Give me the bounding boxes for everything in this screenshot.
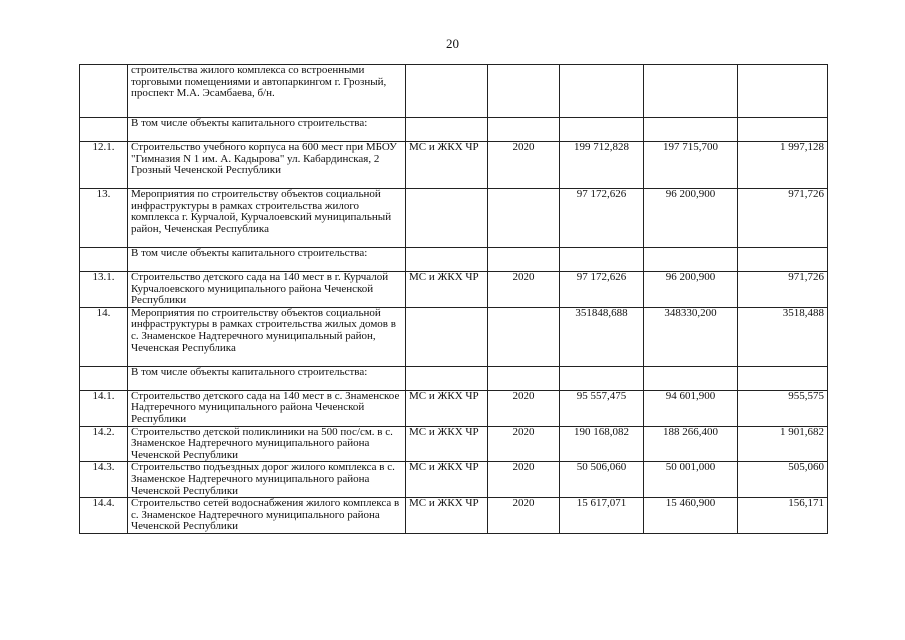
executor-cell bbox=[406, 248, 488, 272]
federal-amount-cell: 94 601,900 bbox=[644, 390, 738, 426]
row-number-cell: 12.1. bbox=[80, 142, 128, 189]
table-row bbox=[80, 426, 828, 462]
total-amount-cell bbox=[560, 366, 644, 390]
federal-amount-cell: 50 001,000 bbox=[644, 462, 738, 498]
table-row bbox=[80, 462, 828, 498]
row-number-cell bbox=[80, 366, 128, 390]
scan-noise bbox=[0, 628, 905, 634]
executor-cell: МС и ЖКХ ЧР bbox=[406, 390, 488, 426]
federal-amount-cell: 197 715,700 bbox=[644, 142, 738, 189]
row-number-cell bbox=[80, 65, 128, 118]
object-name-cell: В том числе объекты капитального строительства: bbox=[128, 248, 406, 272]
total-amount-cell: 97 172,626 bbox=[560, 272, 644, 308]
table-row bbox=[80, 390, 828, 426]
year-cell bbox=[488, 189, 560, 248]
total-amount-cell: 351848,688 bbox=[560, 307, 644, 366]
table-row bbox=[80, 498, 828, 534]
object-name-cell: Мероприятия по строительству объектов социальной инфраструктуры в рамках строительства жилых домов в с. Знаменское Надтеречного муниципальный район, Чеченская Республика bbox=[128, 307, 406, 366]
object-name-cell: В том числе объекты капитального строительства: bbox=[128, 118, 406, 142]
object-name-cell: Строительство учебного корпуса на 600 мест при МБОУ "Гимназия N 1 им. А. Кадырова" ул. Кабардинская, 2 Грозный Чеченской Республики bbox=[128, 142, 406, 189]
regional-amount-cell: 3518,488 bbox=[738, 307, 828, 366]
executor-cell: МС и ЖКХ ЧР bbox=[406, 272, 488, 308]
row-number-cell: 13. bbox=[80, 189, 128, 248]
object-name-cell: строительства жилого комплекса со встроенными торговыми помещениями и автопаркингом г. Грозный, проспект М.А. Эсамбаева, б/н. bbox=[128, 65, 406, 118]
federal-amount-cell bbox=[644, 366, 738, 390]
total-amount-cell: 190 168,082 bbox=[560, 426, 644, 462]
row-number-cell: 14.3. bbox=[80, 462, 128, 498]
year-cell: 2020 bbox=[488, 498, 560, 534]
row-number-cell: 14. bbox=[80, 307, 128, 366]
table-row bbox=[80, 366, 828, 390]
year-cell: 2020 bbox=[488, 390, 560, 426]
object-name-cell: В том числе объекты капитального строительства: bbox=[128, 366, 406, 390]
total-amount-cell bbox=[560, 65, 644, 118]
total-amount-cell bbox=[560, 118, 644, 142]
row-number-cell: 14.2. bbox=[80, 426, 128, 462]
table-row bbox=[80, 272, 828, 308]
row-number-cell: 13.1. bbox=[80, 272, 128, 308]
executor-cell bbox=[406, 366, 488, 390]
year-cell: 2020 bbox=[488, 426, 560, 462]
executor-cell: МС и ЖКХ ЧР bbox=[406, 426, 488, 462]
table-row bbox=[80, 142, 828, 189]
executor-cell bbox=[406, 118, 488, 142]
year-cell bbox=[488, 118, 560, 142]
regional-amount-cell bbox=[738, 65, 828, 118]
year-cell: 2020 bbox=[488, 462, 560, 498]
federal-amount-cell bbox=[644, 248, 738, 272]
row-number-cell bbox=[80, 248, 128, 272]
federal-amount-cell bbox=[644, 65, 738, 118]
federal-amount-cell: 188 266,400 bbox=[644, 426, 738, 462]
row-number-cell bbox=[80, 118, 128, 142]
regional-amount-cell bbox=[738, 118, 828, 142]
executor-cell: МС и ЖКХ ЧР bbox=[406, 498, 488, 534]
row-number-cell: 14.4. bbox=[80, 498, 128, 534]
total-amount-cell: 97 172,626 bbox=[560, 189, 644, 248]
object-name-cell: Строительство сетей водоснабжения жилого комплекса в с. Знаменское Надтеречного муниципального района Чеченской Республики bbox=[128, 498, 406, 534]
object-name-cell: Строительство подъездных дорог жилого комплекса в с. Знаменское Надтеречного муниципального района Чеченской Республики bbox=[128, 462, 406, 498]
federal-amount-cell: 15 460,900 bbox=[644, 498, 738, 534]
page-number: 20 bbox=[446, 36, 459, 51]
total-amount-cell: 95 557,475 bbox=[560, 390, 644, 426]
total-amount-cell: 50 506,060 bbox=[560, 462, 644, 498]
object-name-cell: Мероприятия по строительству объектов социальной инфраструктуры в рамках строительства жилого комплекса г. Курчалой, Курчалоевский муниципальный район, Чеченская Республика bbox=[128, 189, 406, 248]
year-cell bbox=[488, 366, 560, 390]
table-row bbox=[80, 189, 828, 248]
regional-amount-cell: 156,171 bbox=[738, 498, 828, 534]
year-cell bbox=[488, 65, 560, 118]
table-row bbox=[80, 248, 828, 272]
regional-amount-cell: 955,575 bbox=[738, 390, 828, 426]
year-cell bbox=[488, 307, 560, 366]
executor-cell bbox=[406, 307, 488, 366]
table-row bbox=[80, 307, 828, 366]
total-amount-cell: 15 617,071 bbox=[560, 498, 644, 534]
federal-amount-cell: 348330,200 bbox=[644, 307, 738, 366]
total-amount-cell bbox=[560, 248, 644, 272]
executor-cell bbox=[406, 65, 488, 118]
regional-amount-cell: 1 901,682 bbox=[738, 426, 828, 462]
document-table bbox=[79, 64, 828, 534]
object-name-cell: Строительство детского сада на 140 мест в с. Знаменское Надтеречного муниципального района Чеченской Республики bbox=[128, 390, 406, 426]
executor-cell: МС и ЖКХ ЧР bbox=[406, 462, 488, 498]
regional-amount-cell bbox=[738, 248, 828, 272]
federal-amount-cell: 96 200,900 bbox=[644, 272, 738, 308]
federal-amount-cell bbox=[644, 118, 738, 142]
executor-cell bbox=[406, 189, 488, 248]
regional-amount-cell: 971,726 bbox=[738, 272, 828, 308]
regional-amount-cell: 971,726 bbox=[738, 189, 828, 248]
regional-amount-cell: 1 997,128 bbox=[738, 142, 828, 189]
table-row bbox=[80, 118, 828, 142]
row-number-cell: 14.1. bbox=[80, 390, 128, 426]
total-amount-cell: 199 712,828 bbox=[560, 142, 644, 189]
executor-cell: МС и ЖКХ ЧР bbox=[406, 142, 488, 189]
object-name-cell: Строительство детского сада на 140 мест в г. Курчалой Курчалоевского муниципального района Чеченской Республики bbox=[128, 272, 406, 308]
regional-amount-cell bbox=[738, 366, 828, 390]
year-cell bbox=[488, 248, 560, 272]
table-row bbox=[80, 65, 828, 118]
year-cell: 2020 bbox=[488, 142, 560, 189]
federal-amount-cell: 96 200,900 bbox=[644, 189, 738, 248]
regional-amount-cell: 505,060 bbox=[738, 462, 828, 498]
year-cell: 2020 bbox=[488, 272, 560, 308]
object-name-cell: Строительство детской поликлиники на 500 пос/см. в с. Знаменское Надтеречного муниципального района Чеченской Республики bbox=[128, 426, 406, 462]
